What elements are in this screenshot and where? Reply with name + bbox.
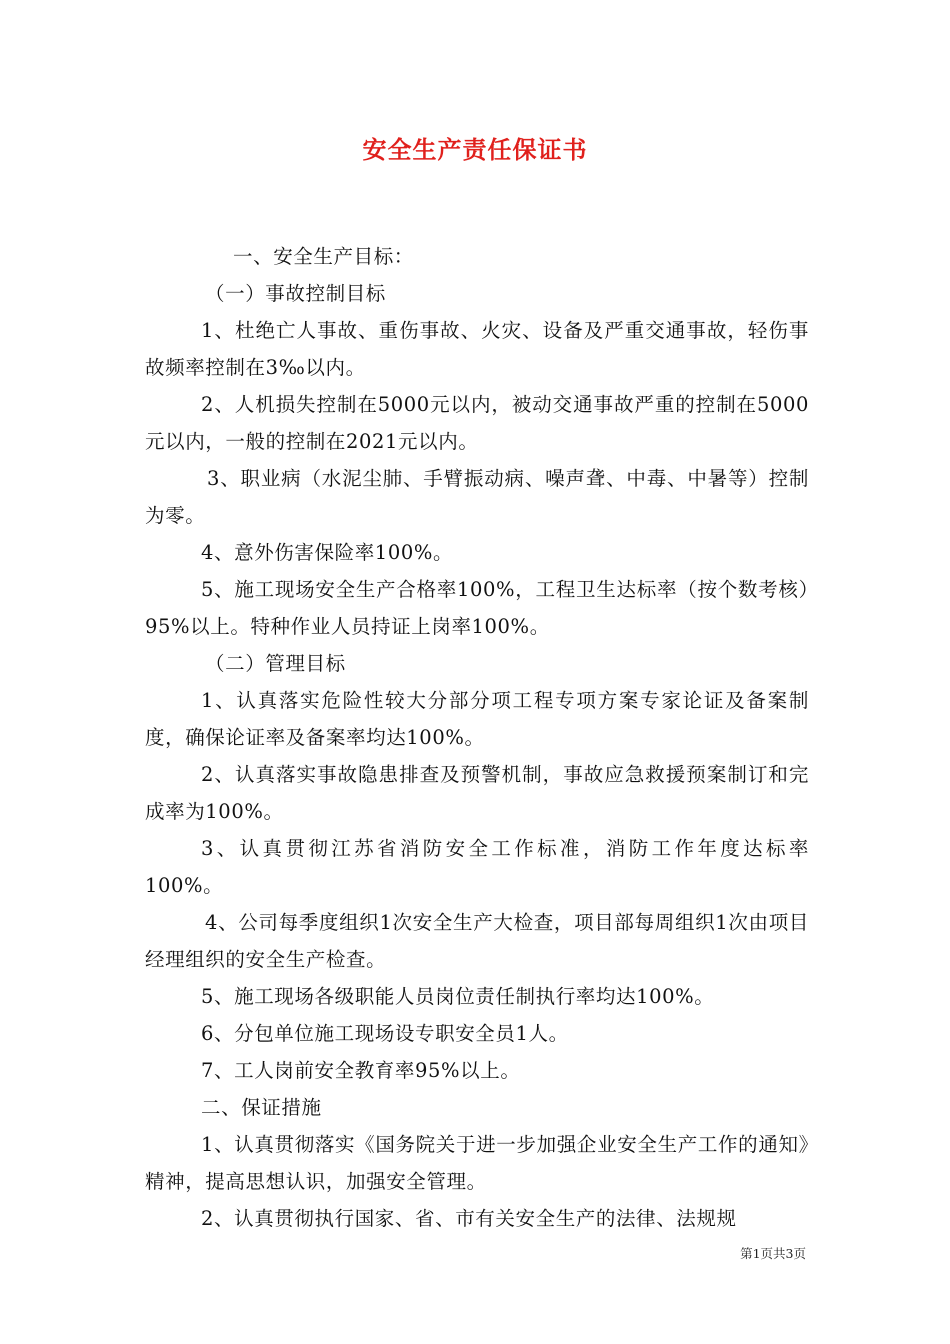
document-title: 安全生产责任保证书 bbox=[362, 135, 588, 164]
paragraph-item: 3、职业病（水泥尘肺、手臂振动病、噪声聋、中毒、中暑等）控制为零。 bbox=[145, 467, 809, 527]
page-number: 第1页共3页 bbox=[740, 1246, 806, 1261]
paragraph-item: 2、人机损失控制在5000元以内，被动交通事故严重的控制在5000元以内，一般的控制在2021元以内。 bbox=[145, 393, 809, 453]
paragraph-item: 7、工人岗前安全教育率95%以上。 bbox=[201, 1059, 521, 1082]
paragraph-item: 1、认真落实危险性较大分部分项工程专项方案专家论证及备案制度，确保论证率及备案率均达100%。 bbox=[145, 689, 809, 749]
paragraph-item: 1、认真贯彻落实《国务院关于进一步加强企业安全生产工作的通知》精神，提高思想认识，加强安全管理。 bbox=[145, 1133, 809, 1193]
subsection-heading-management: （二）管理目标 bbox=[205, 652, 346, 675]
paragraph-item: 6、分包单位施工现场设专职安全员1人。 bbox=[201, 1022, 569, 1045]
paragraph-item: 2、认真落实事故隐患排查及预警机制，事故应急救援预案制订和完成率为100%。 bbox=[145, 763, 809, 823]
paragraph-item: 4、意外伤害保险率100%。 bbox=[201, 541, 454, 564]
document-body bbox=[145, 238, 809, 1237]
paragraph-item: 2、认真贯彻执行国家、省、市有关安全生产的法律、法规规 bbox=[201, 1207, 737, 1230]
section-heading-goals: 一、安全生产目标： bbox=[233, 245, 414, 268]
paragraph-item: 3、认真贯彻江苏省消防安全工作标准，消防工作年度达标率100%。 bbox=[145, 837, 809, 897]
paragraph-item: 4、公司每季度组织1次安全生产大检查，项目部每周组织1次由项目经理组织的安全生产检查。 bbox=[145, 911, 809, 971]
paragraph-item: 1、杜绝亡人事故、重伤事故、火灾、设备及严重交通事故，轻伤事故频率控制在3‰以内。 bbox=[145, 319, 809, 379]
paragraph-item: 5、施工现场安全生产合格率100%，工程卫生达标率（按个数考核）95%以上。特种作业人员持证上岗率100%。 bbox=[145, 578, 809, 638]
section-heading-measures: 二、保证措施 bbox=[201, 1096, 322, 1119]
paragraph-item: 5、施工现场各级职能人员岗位责任制执行率均达100%。 bbox=[201, 985, 715, 1008]
subsection-heading-accident-control: （一）事故控制目标 bbox=[205, 282, 386, 305]
